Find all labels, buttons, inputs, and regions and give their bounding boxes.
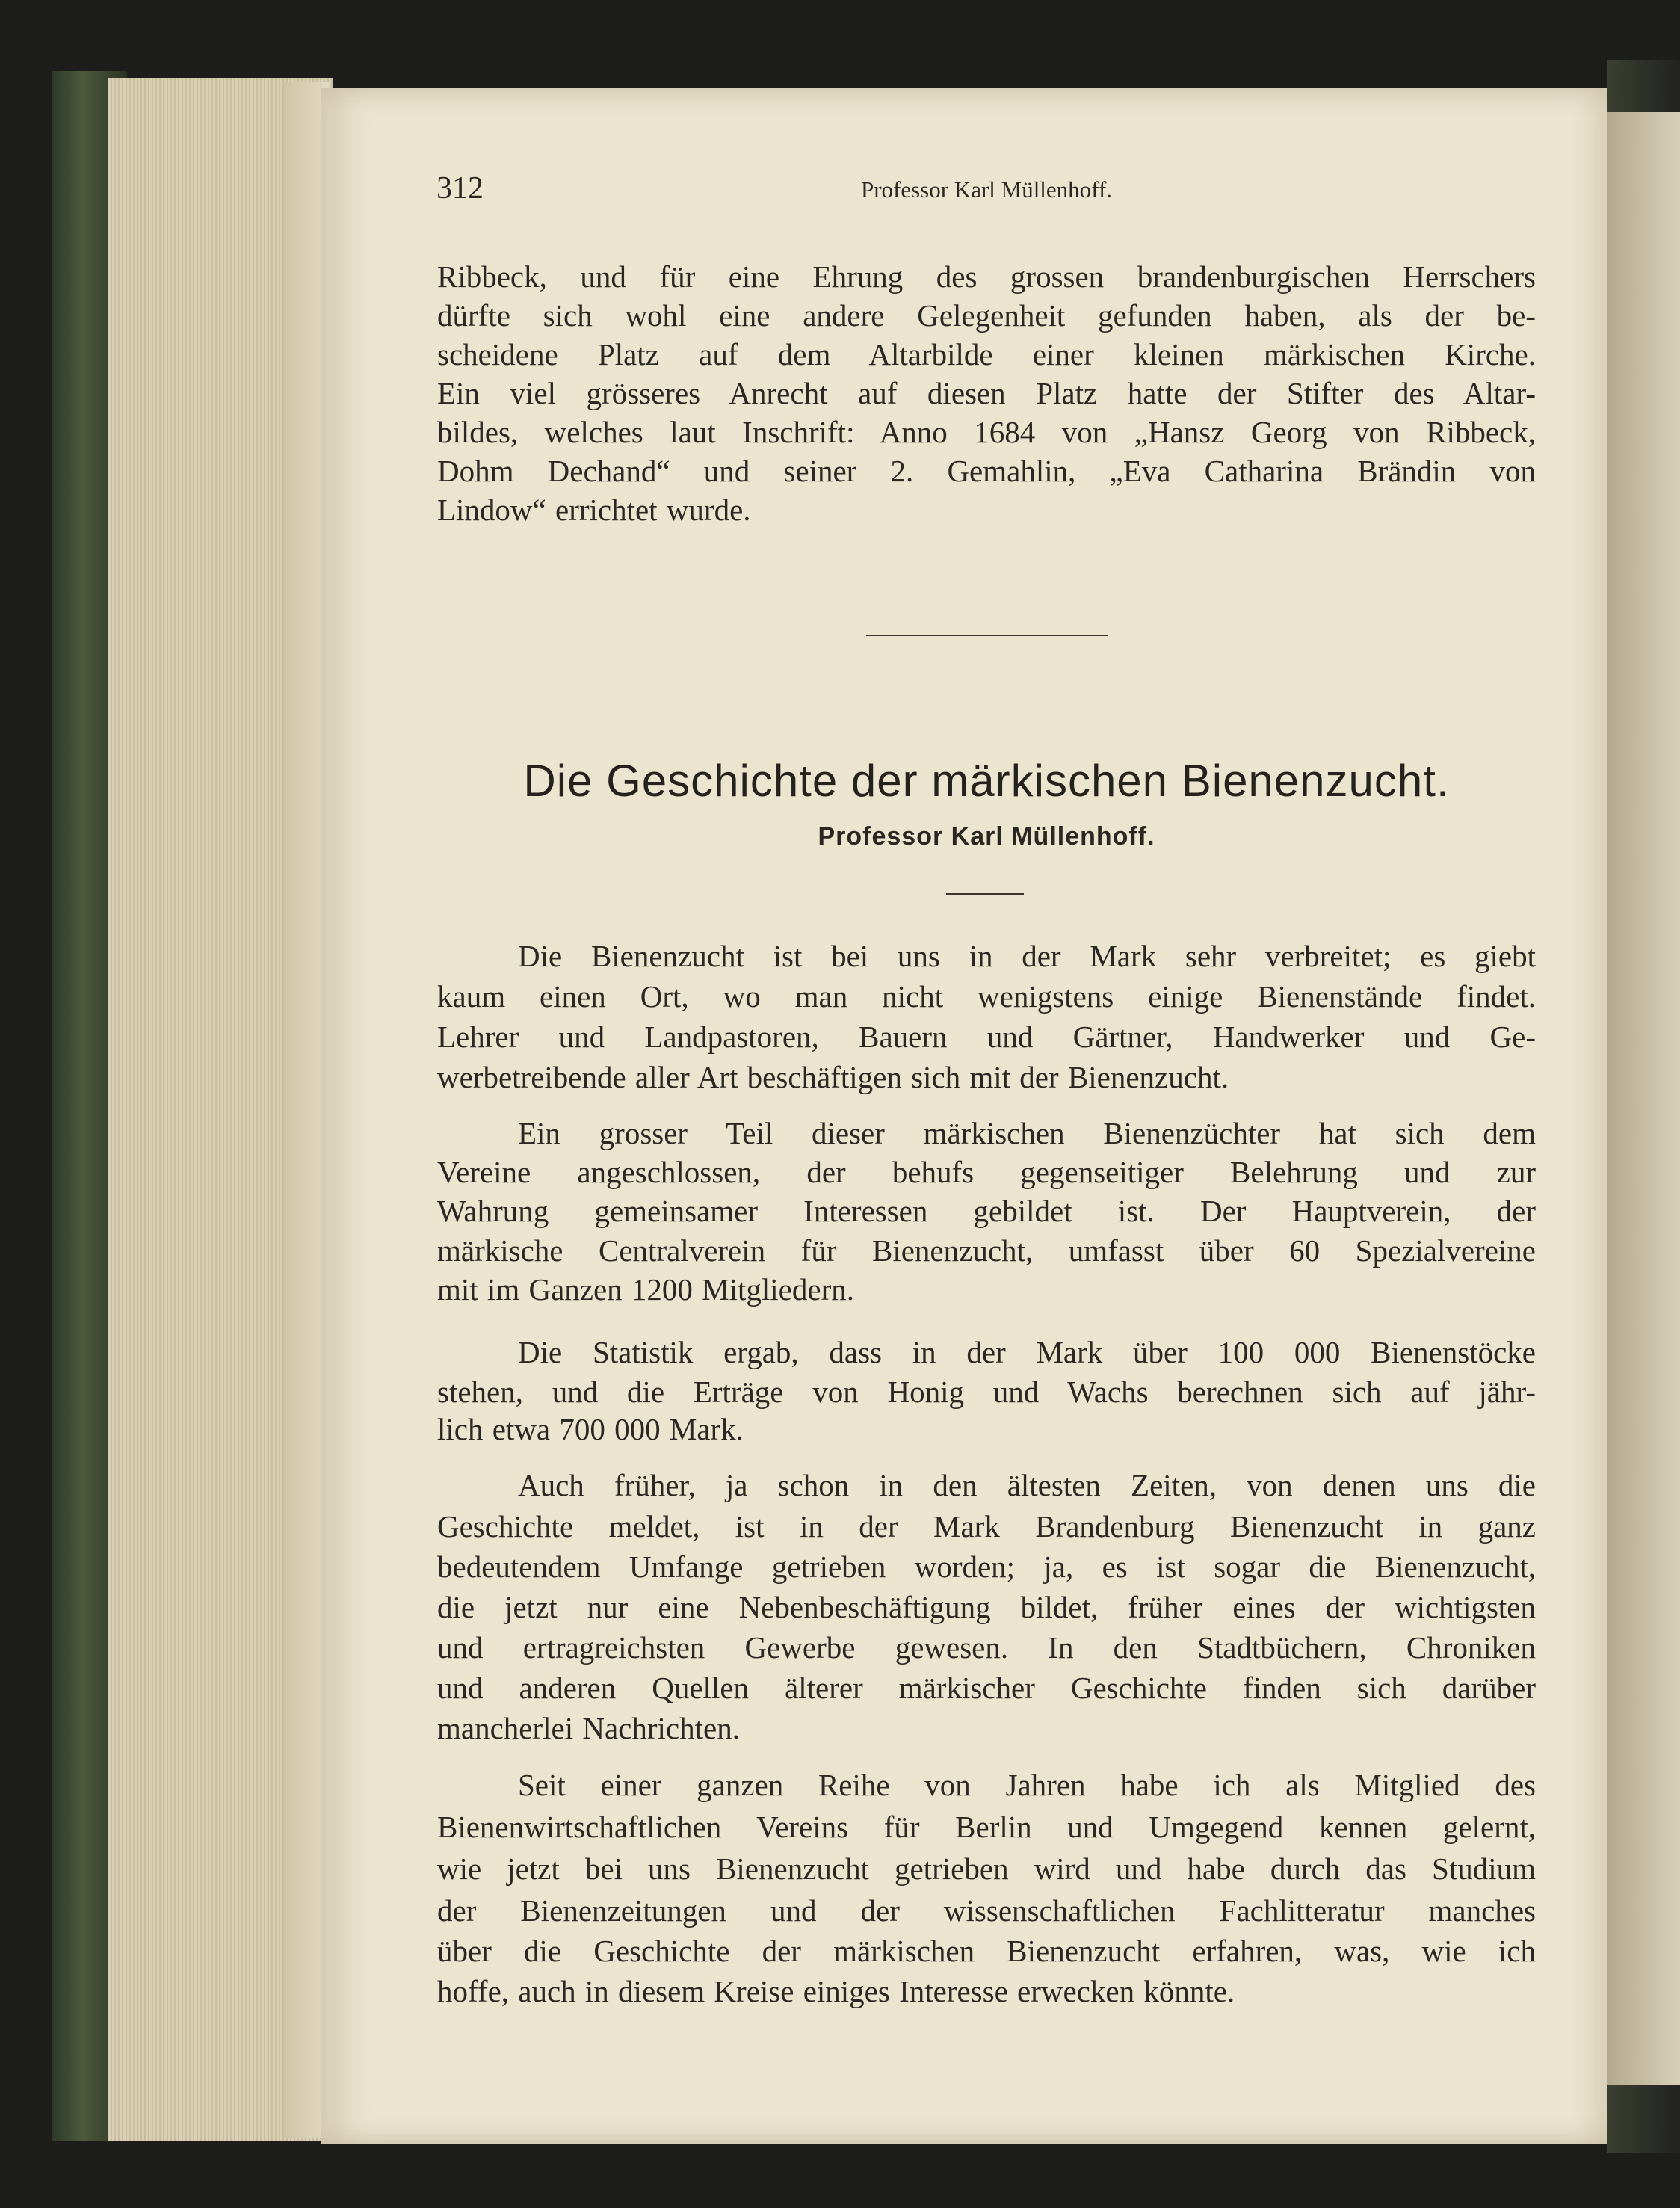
text-line: dürfte sich wohl eine andere Gelegenheit gefunden haben, als der be- [437, 298, 1536, 333]
text-line: bildes, welches laut Inschrift: Anno 1684 von „Hansz Georg von Ribbeck, [437, 415, 1536, 449]
text-line: Wahrung gemeinsamer Interessen gebildet ist. Der Hauptverein, der [437, 1194, 1536, 1228]
text-line: werbetreibende aller Art beschäftigen sich mit der Bienenzucht. [437, 1060, 1229, 1094]
text-line: Auch früher, ja schon in den ältesten Zeiten, von denen uns die [518, 1468, 1536, 1502]
text-line: Die Bienenzucht ist bei uns in der Mark sehr verbreitet; es giebt [518, 939, 1536, 973]
running-header: Professor Karl Müllenhoff. [860, 176, 1113, 203]
text-line: stehen, und die Erträge von Honig und Wachs berechnen sich auf jähr- [437, 1375, 1536, 1409]
text-line: bedeutendem Umfange getrieben worden; ja, es ist sogar die Bienenzucht, [437, 1549, 1536, 1584]
text-line: lich etwa 700 000 Mark. [437, 1412, 744, 1446]
text-line: Ribbeck, und für eine Ehrung des grossen brandenburgischen Herrschers [437, 259, 1536, 294]
text-line: die jetzt nur eine Nebenbeschäftigung bildet, früher eines der wichtigsten [437, 1590, 1536, 1624]
text-line: Vereine angeschlossen, der behufs gegenseitiger Belehrung und zur [437, 1155, 1536, 1189]
article-title: Die Geschichte der märkischen Bienenzucht. [523, 756, 1450, 806]
article-author: Professor Karl Müllenhoff. [818, 822, 1155, 851]
text-line: Bienenwirtschaftlichen Vereins für Berlin und Umgegend kennen gelernt, [437, 1810, 1536, 1844]
text-line: Geschichte meldet, ist in der Mark Brandenburg Bienenzucht in ganz [437, 1509, 1536, 1544]
text-line: hoffe, auch in diesem Kreise einiges Interesse erwecken könnte. [437, 1974, 1235, 2008]
text-line: scheidene Platz auf dem Altarbilde einer kleinen märkischen Kirche. [437, 337, 1536, 371]
text-line: kaum einen Ort, wo man nicht wenigstens einige Bienenstände findet. [437, 979, 1536, 1014]
text-line: über die Geschichte der märkischen Bienenzucht erfahren, was, wie ich [437, 1934, 1536, 1968]
text-line: wie jetzt bei uns Bienenzucht getrieben wird und habe durch das Studium [437, 1851, 1536, 1886]
text-line: Die Statistik ergab, dass in der Mark über 100 000 Bienenstöcke [518, 1335, 1536, 1369]
text-line: mancherlei Nachrichten. [437, 1711, 740, 1745]
text-line: und ertragreichsten Gewerbe gewesen. In den Stadtbüchern, Chroniken [437, 1630, 1536, 1665]
text-line: der Bienenzeitungen und der wissenschaftlichen Fachlitteratur manches [437, 1893, 1536, 1928]
text-line: märkische Centralverein für Bienenzucht, umfasst über 60 Spezialvereine [437, 1233, 1536, 1268]
page-number: 312 [436, 171, 484, 206]
text-line: Ein viel grösseres Anrecht auf diesen Platz hatte der Stifter des Altar- [437, 376, 1536, 410]
text-line: und anderen Quellen älterer märkischer Geschichte finden sich darüber [437, 1671, 1536, 1705]
text-line: Seit einer ganzen Reihe von Jahren habe ich als Mitglied des [518, 1768, 1536, 1802]
text-line: Lindow“ errichtet wurde. [437, 493, 751, 527]
text-line: mit im Ganzen 1200 Mitgliedern. [437, 1272, 854, 1307]
text-line: Lehrer und Landpastoren, Bauern und Gärtner, Handwerker und Ge- [437, 1020, 1536, 1054]
section-divider [866, 635, 1108, 636]
facing-page-edge [1607, 112, 1680, 2085]
text-line: Ein grosser Teil dieser märkischen Bienenzüchter hat sich dem [518, 1116, 1536, 1150]
title-divider [946, 893, 1024, 895]
text-line: Dohm Dechand“ und seiner 2. Gemahlin, „Eva Catharina Brändin von [437, 454, 1536, 488]
